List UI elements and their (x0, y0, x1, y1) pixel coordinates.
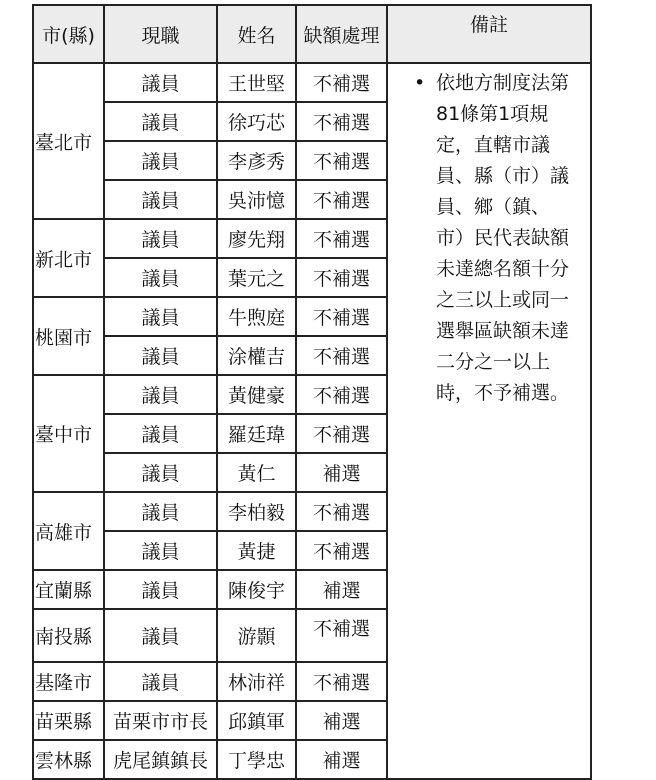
position-cell: 議員 (104, 63, 217, 102)
city-cell: 臺中市 (33, 375, 104, 492)
table-row (33, 63, 591, 102)
position-cell: 議員 (104, 662, 217, 701)
name-cell: 李柏毅 (217, 492, 296, 531)
position-cell: 議員 (104, 141, 217, 180)
name-cell: 王世堅 (217, 63, 296, 102)
city-cell: 臺北市 (33, 63, 104, 219)
note-cell (387, 63, 591, 779)
position-cell: 議員 (104, 375, 217, 414)
vacancy-cell: 不補選 (296, 492, 387, 531)
position-cell: 議員 (104, 414, 217, 453)
header-note: 備註 (387, 5, 591, 63)
vacancy-cell: 不補選 (296, 297, 387, 336)
position-cell: 議員 (104, 492, 217, 531)
vacancy-cell: 不補選 (296, 336, 387, 375)
vacancy-cell: 不補選 (296, 141, 387, 180)
vacancy-cell: 不補選 (296, 662, 387, 701)
header-vacancy: 缺額處理 (296, 5, 387, 63)
name-cell: 丁學忠 (217, 740, 296, 779)
header-city: 市(縣) (33, 5, 104, 63)
vacancy-cell: 不補選 (296, 219, 387, 258)
name-cell: 徐巧芯 (217, 102, 296, 141)
city-cell: 苗栗縣 (33, 701, 104, 740)
name-cell: 羅廷瑋 (217, 414, 296, 453)
header-row (33, 5, 591, 63)
position-cell: 議員 (104, 258, 217, 297)
position-cell: 議員 (104, 219, 217, 258)
name-cell: 牛煦庭 (217, 297, 296, 336)
header-name: 姓名 (217, 5, 296, 63)
name-cell: 林沛祥 (217, 662, 296, 701)
city-cell: 基隆市 (33, 662, 104, 701)
city-cell: 南投縣 (33, 609, 104, 662)
position-cell: 議員 (104, 297, 217, 336)
city-cell: 新北市 (33, 219, 104, 297)
header-position: 現職 (104, 5, 217, 63)
name-cell: 李彥秀 (217, 141, 296, 180)
name-cell: 游顥 (217, 609, 296, 662)
vacancy-table (32, 4, 592, 780)
vacancy-cell: 不補選 (296, 180, 387, 219)
vacancy-cell: 不補選 (296, 102, 387, 141)
position-cell: 議員 (104, 102, 217, 141)
table-body (33, 63, 591, 779)
vacancy-cell: 補選 (296, 701, 387, 740)
city-cell: 雲林縣 (33, 740, 104, 779)
vacancy-cell: 不補選 (296, 375, 387, 414)
name-cell: 邱鎮軍 (217, 701, 296, 740)
note-text: 依地方制度法第81條第1項規定，直轄市議員、縣（市）議員、鄉（鎮、市）民代表缺額未達總名額十分之三以上或同一選舉區缺額未達二分之一以上時，不予補選。 (436, 72, 570, 404)
vacancy-cell: 不補選 (296, 63, 387, 102)
name-cell: 陳俊宇 (217, 570, 296, 609)
name-cell: 涂權吉 (217, 336, 296, 375)
position-cell: 議員 (104, 570, 217, 609)
position-cell: 苗栗市市長 (104, 701, 217, 740)
city-cell: 桃園市 (33, 297, 104, 375)
vacancy-cell: 不補選 (296, 414, 387, 453)
name-cell: 廖先翔 (217, 219, 296, 258)
position-cell: 議員 (104, 531, 217, 570)
name-cell: 葉元之 (217, 258, 296, 297)
name-cell: 黃仁 (217, 453, 296, 492)
position-cell: 議員 (104, 180, 217, 219)
city-cell: 高雄市 (33, 492, 104, 570)
city-cell: 宜蘭縣 (33, 570, 104, 609)
vacancy-cell: 不補選 (296, 609, 387, 662)
name-cell: 黃健豪 (217, 375, 296, 414)
vacancy-cell: 補選 (296, 740, 387, 779)
name-cell: 黃捷 (217, 531, 296, 570)
position-cell: 議員 (104, 453, 217, 492)
vacancy-cell: 補選 (296, 453, 387, 492)
bullet-icon: • (414, 72, 426, 94)
position-cell: 議員 (104, 336, 217, 375)
position-cell: 虎尾鎮鎮長 (104, 740, 217, 779)
position-cell: 議員 (104, 609, 217, 662)
vacancy-cell: 不補選 (296, 531, 387, 570)
name-cell: 吳沛憶 (217, 180, 296, 219)
vacancy-cell: 補選 (296, 570, 387, 609)
vacancy-cell: 不補選 (296, 258, 387, 297)
